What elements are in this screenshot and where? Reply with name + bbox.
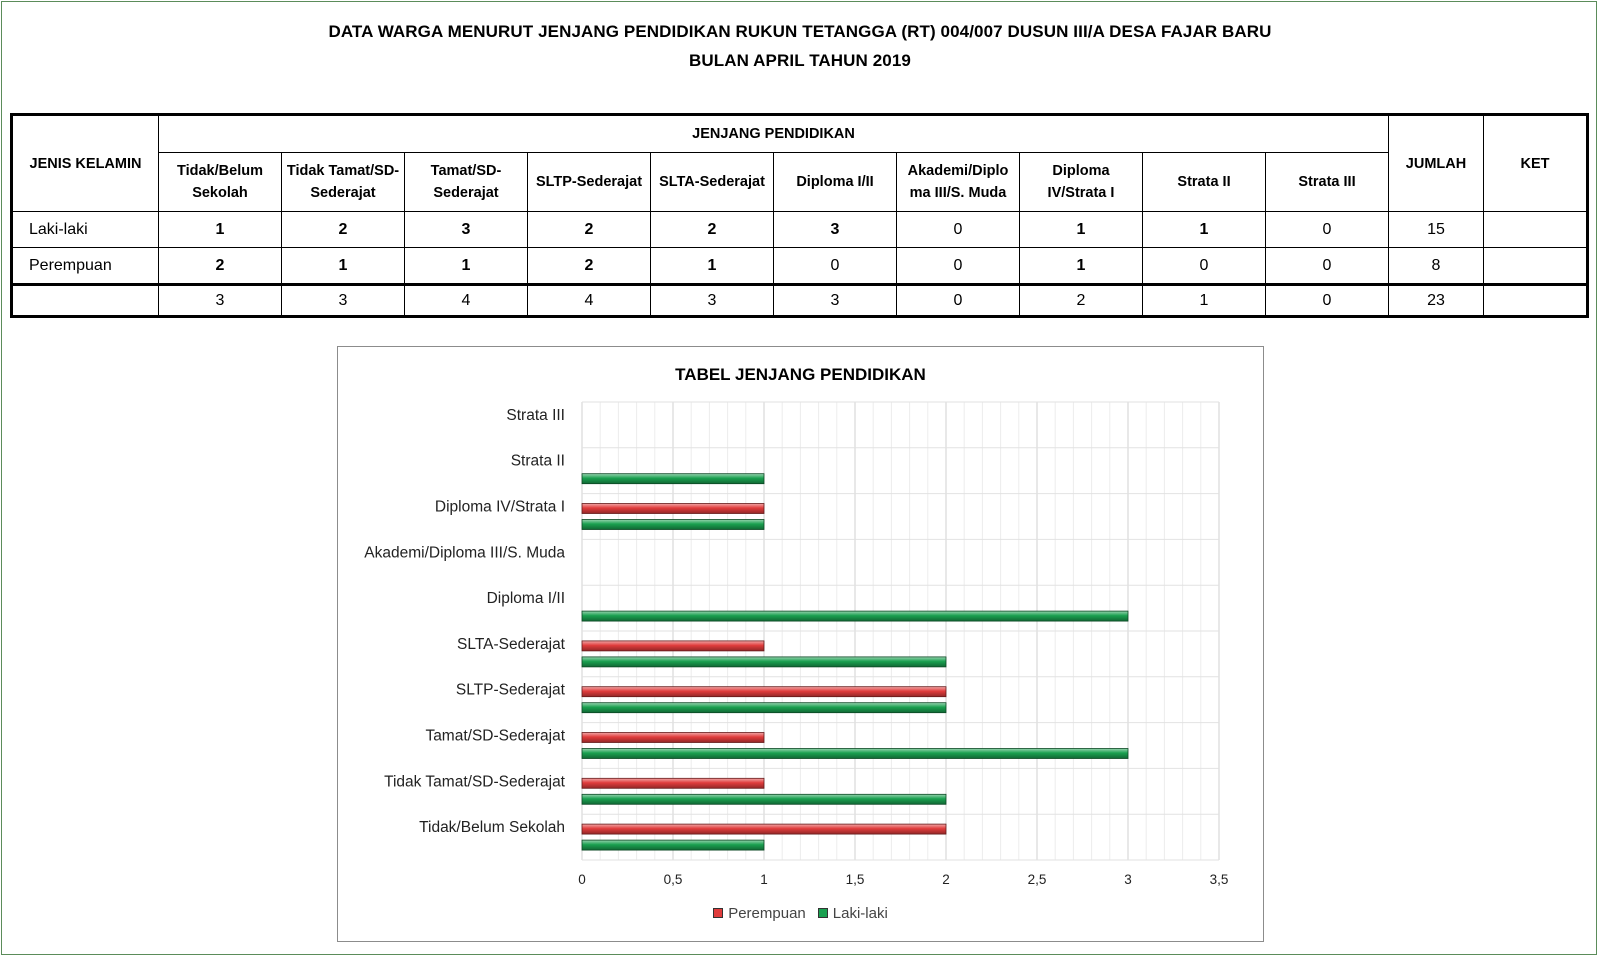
bar-chart xyxy=(338,347,1263,941)
header-level-line: Strata II xyxy=(1177,174,1231,190)
table-cell: 3 xyxy=(774,285,897,317)
row-label: Laki-laki xyxy=(12,212,159,248)
table-cell: 1 xyxy=(651,248,774,285)
header-level-0 xyxy=(159,153,282,212)
bar-perempuan xyxy=(582,641,764,651)
table-cell: 0 xyxy=(1266,212,1389,248)
ket-cell xyxy=(1484,285,1588,317)
table-cell: 3 xyxy=(405,212,528,248)
table-cell: 0 xyxy=(1266,285,1389,317)
ket-cell xyxy=(1484,248,1588,285)
table-cell: 2 xyxy=(1020,285,1143,317)
table-cell: 0 xyxy=(897,248,1020,285)
ket-cell xyxy=(1484,212,1588,248)
header-level-line: ma III/S. Muda xyxy=(909,185,1007,201)
header-level-line: Tidak/Belum xyxy=(177,163,263,179)
table-cell: 3 xyxy=(282,285,405,317)
legend-swatch xyxy=(713,908,723,918)
header-level-line: Strata III xyxy=(1298,174,1356,190)
row-label xyxy=(12,285,159,317)
bar-laki-laki xyxy=(582,749,1128,759)
header-level-line: IV/Strata I xyxy=(1047,185,1115,201)
legend-label: Perempuan xyxy=(728,905,806,922)
jumlah-cell: 23 xyxy=(1389,285,1484,317)
category-label: SLTP-Sederajat xyxy=(455,681,565,699)
legend-swatch xyxy=(818,908,828,918)
header-level-3 xyxy=(528,153,651,212)
bar-perempuan xyxy=(582,824,946,834)
chart-container xyxy=(337,346,1264,942)
header-ket: KET xyxy=(1484,115,1588,212)
table-cell: 1 xyxy=(1020,248,1143,285)
table-cell: 2 xyxy=(528,212,651,248)
x-tick-label: 3 xyxy=(1124,872,1132,887)
page-subtitle: BULAN APRIL TAHUN 2019 xyxy=(689,51,911,70)
table-cell: 3 xyxy=(159,285,282,317)
table-cell: 0 xyxy=(1143,248,1266,285)
bar-laki-laki xyxy=(582,703,946,713)
bar-laki-laki xyxy=(582,520,764,530)
header-level-8 xyxy=(1143,153,1266,212)
header-level-line: Sekolah xyxy=(192,185,248,201)
bar-perempuan xyxy=(582,687,946,697)
table-cell: 1 xyxy=(1020,212,1143,248)
header-jenis-kelamin: JENIS KELAMIN xyxy=(12,115,159,212)
legend-item xyxy=(713,905,806,922)
header-level-2 xyxy=(405,153,528,212)
chart-legend xyxy=(338,905,1263,922)
header-level-6 xyxy=(897,153,1020,212)
row-label: Perempuan xyxy=(12,248,159,285)
table-cell: 0 xyxy=(897,285,1020,317)
table-cell: 4 xyxy=(405,285,528,317)
header-jumlah: JUMLAH xyxy=(1389,115,1484,212)
table-cell: 1 xyxy=(1143,285,1266,317)
table-cell: 0 xyxy=(897,212,1020,248)
chart-title: TABEL JENJANG PENDIDIKAN xyxy=(675,365,926,384)
x-tick-label: 2 xyxy=(942,872,950,887)
table-cell: 1 xyxy=(1143,212,1266,248)
header-jenjang-pendidikan: JENJANG PENDIDIKAN xyxy=(159,115,1389,153)
category-label: Strata II xyxy=(510,452,565,470)
header-level-line: Tidak Tamat/SD- xyxy=(286,163,400,179)
table-cell: 0 xyxy=(1266,248,1389,285)
table-cell: 1 xyxy=(159,212,282,248)
bar-laki-laki xyxy=(582,657,946,667)
page-title: DATA WARGA MENURUT JENJANG PENDIDIKAN RUKUN TETANGGA (RT) 004/007 DUSUN III/A DESA FAJAR BARU xyxy=(328,22,1272,41)
category-label: Akademi/Diploma III/S. Muda xyxy=(364,544,565,562)
table-cell: 3 xyxy=(651,285,774,317)
table-cell: 2 xyxy=(159,248,282,285)
bar-laki-laki xyxy=(582,794,946,804)
bar-laki-laki xyxy=(582,474,764,484)
x-tick-label: 2,5 xyxy=(1027,872,1047,887)
legend-label: Laki-laki xyxy=(832,905,888,922)
x-tick-label: 3,5 xyxy=(1209,872,1229,887)
category-label: SLTA-Sederajat xyxy=(457,635,565,653)
table-cell: 0 xyxy=(774,248,897,285)
header-level-5 xyxy=(774,153,897,212)
table-row-perempuan xyxy=(12,248,1588,285)
header-level-9 xyxy=(1266,153,1389,212)
header-level-line: Diploma xyxy=(1052,163,1110,179)
header-level-1 xyxy=(282,153,405,212)
x-tick-label: 1,5 xyxy=(845,872,865,887)
x-tick-label: 1 xyxy=(760,872,768,887)
table-cell: 1 xyxy=(282,248,405,285)
category-label: Tidak/Belum Sekolah xyxy=(419,819,565,837)
header-level-line: Sederajat xyxy=(433,185,499,201)
jumlah-cell: 15 xyxy=(1389,212,1484,248)
table-cell: 2 xyxy=(282,212,405,248)
level-header-row xyxy=(12,153,1588,212)
bar-perempuan xyxy=(582,778,764,788)
header-level-4 xyxy=(651,153,774,212)
legend-item xyxy=(818,905,888,922)
category-label: Diploma IV/Strata I xyxy=(434,498,565,516)
table-cell: 1 xyxy=(405,248,528,285)
education-table xyxy=(10,113,1589,318)
table-cell: 2 xyxy=(528,248,651,285)
bar-laki-laki xyxy=(582,840,764,850)
header-level-line: Tamat/SD- xyxy=(430,163,502,179)
bar-laki-laki xyxy=(582,611,1128,621)
x-tick-label: 0,5 xyxy=(663,872,683,887)
jumlah-cell: 8 xyxy=(1389,248,1484,285)
category-label: Tidak Tamat/SD-Sederajat xyxy=(384,773,565,791)
x-tick-label: 0 xyxy=(578,872,586,887)
category-label: Diploma I/II xyxy=(486,590,565,608)
table-cell: 2 xyxy=(651,212,774,248)
table-cell: 4 xyxy=(528,285,651,317)
header-level-line: SLTP-Sederajat xyxy=(535,174,643,190)
header-level-line: Sederajat xyxy=(310,185,376,201)
table-row-laki-laki xyxy=(12,212,1588,248)
bar-perempuan xyxy=(582,733,764,743)
header-level-7 xyxy=(1020,153,1143,212)
table-row-total xyxy=(12,285,1588,317)
header-level-line: Akademi/Diplo xyxy=(907,163,1009,179)
header-level-line: SLTA-Sederajat xyxy=(659,174,765,190)
bar-perempuan xyxy=(582,504,764,514)
category-label: Tamat/SD-Sederajat xyxy=(425,727,565,745)
table-cell: 3 xyxy=(774,212,897,248)
category-label: Strata III xyxy=(506,406,565,424)
header-level-line: Diploma I/II xyxy=(796,174,874,190)
